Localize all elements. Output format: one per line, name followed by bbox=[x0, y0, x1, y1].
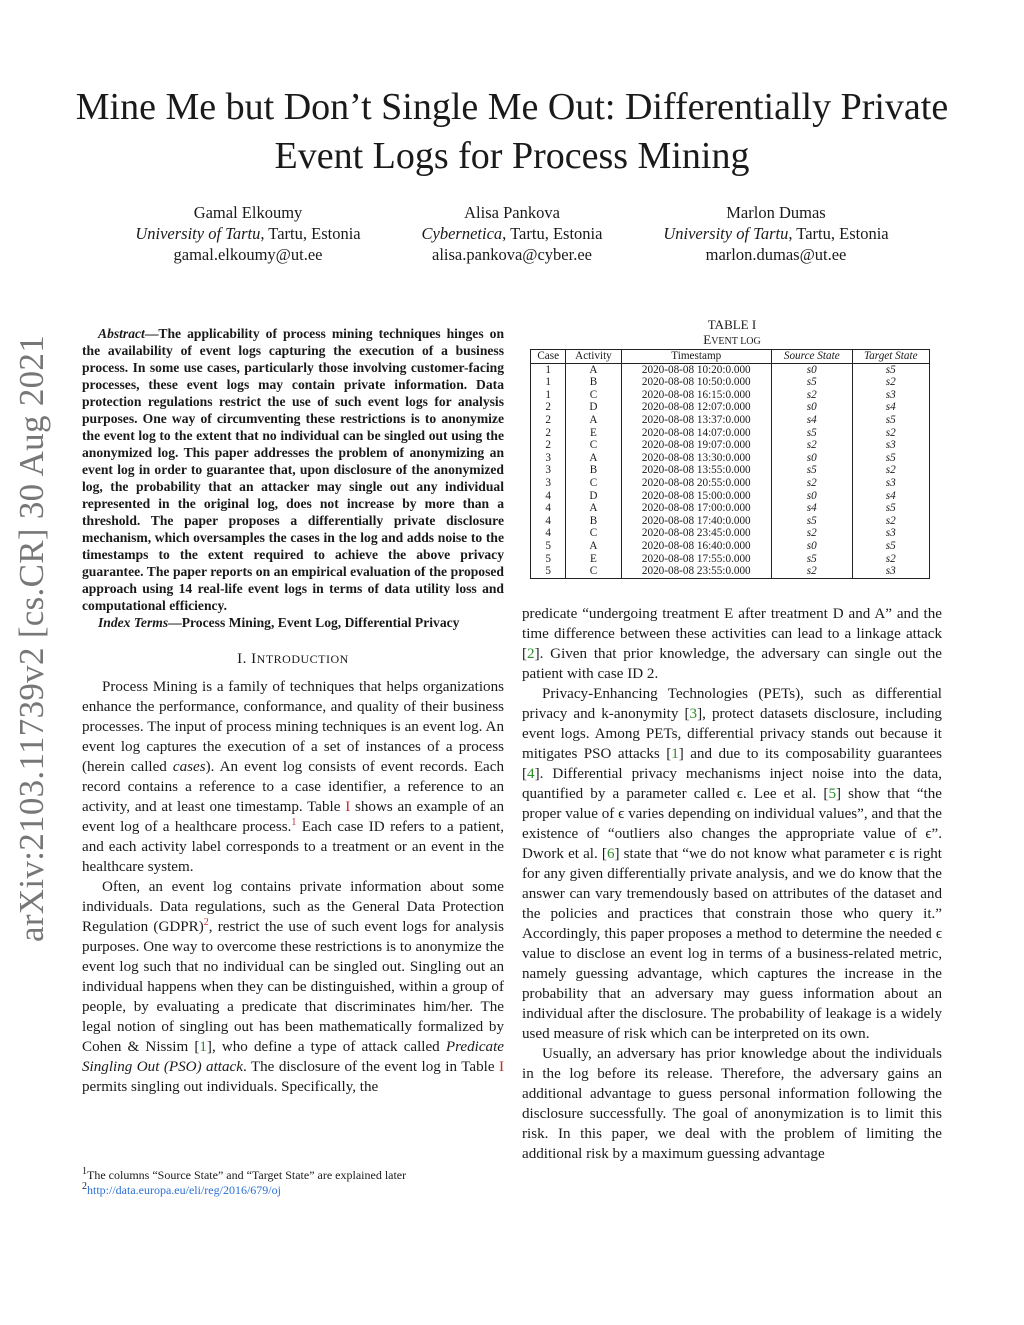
footnote: $^2$http://data.europa.eu/eli/reg/2016/679/oj bbox=[82, 1181, 281, 1197]
table-cell: B bbox=[566, 515, 621, 528]
author-affiliation: University of Tartu, Tartu, Estonia bbox=[663, 224, 889, 243]
table-cell: 2020-08-08 16:40:0.000 bbox=[621, 540, 772, 553]
table-cell: s5 bbox=[852, 452, 930, 465]
citation-link[interactable]: 4 bbox=[527, 766, 535, 782]
table-cell: s4 bbox=[772, 414, 852, 427]
author-email: marlon.dumas@ut.ee bbox=[705, 245, 847, 264]
author-name: Marlon Dumas bbox=[726, 203, 826, 222]
table-cell: s2 bbox=[852, 464, 930, 477]
author-affiliation: Cybernetica, Tartu, Estonia bbox=[421, 224, 603, 243]
table-cell: 1 bbox=[531, 363, 566, 376]
citation-link[interactable]: 1 bbox=[199, 1039, 207, 1055]
table-row bbox=[531, 427, 930, 440]
table-cell: s0 bbox=[772, 401, 852, 414]
table-cell: 1 bbox=[531, 389, 566, 402]
table-cell: 2020-08-08 13:30:0.000 bbox=[621, 452, 772, 465]
footnote-url-link[interactable]: http://data.europa.eu/eli/reg/2016/679/oj bbox=[87, 1183, 281, 1197]
table-row bbox=[531, 527, 930, 540]
table-cell: 3 bbox=[531, 452, 566, 465]
table-row bbox=[531, 464, 930, 477]
citation-link[interactable]: 3 bbox=[689, 706, 698, 722]
paragraph: predicate “undergoing treatment E after treatment D and A” and the time difference between these activities can lead to a linkage attack [2]. Given that prior knowledge, the adversary can single out the patient with case ID 2. bbox=[522, 606, 942, 682]
table-cell: s0 bbox=[772, 490, 852, 503]
table-cell: 2020-08-08 12:07:0.000 bbox=[621, 401, 772, 414]
table-cell: 2020-08-08 14:07:0.000 bbox=[621, 427, 772, 440]
table-cell: s0 bbox=[772, 540, 852, 553]
table-cell: 4 bbox=[531, 490, 566, 503]
citation-link[interactable]: 2 bbox=[527, 646, 535, 662]
table-cell: 3 bbox=[531, 464, 566, 477]
column-header: Activity bbox=[566, 350, 621, 364]
table-row bbox=[531, 515, 930, 528]
table-cell: 2020-08-08 13:37:0.000 bbox=[621, 414, 772, 427]
table-row bbox=[531, 565, 930, 578]
table-cell: 2020-08-08 10:50:0.000 bbox=[621, 376, 772, 389]
table-cell: A bbox=[566, 452, 621, 465]
column-header: Source State bbox=[772, 350, 852, 364]
paragraph: Process Mining is a family of techniques that helps organizations enhance the performance, conformance, and quality of their business processes. The input of process mining techniques is an event log. An event log captures the execution of a set of instances of a process (herein called cases). An event log consists of event records. Each record contains a reference to a case identifier, a reference to an activity, and at least one timestamp. Table I shows an example of an event log of a healthcare process.$^1$ Each case ID refers to a patient, and each activity label corresponds to a treatment or an event in the healthcare system. bbox=[82, 679, 504, 875]
table-cell: s3 bbox=[852, 565, 930, 578]
table-cell: s5 bbox=[852, 363, 930, 376]
table-cell: s5 bbox=[772, 427, 852, 440]
table-cell: 2 bbox=[531, 401, 566, 414]
table-cell: s5 bbox=[852, 414, 930, 427]
table-row bbox=[531, 553, 930, 566]
author-affiliation: University of Tartu, Tartu, Estonia bbox=[135, 224, 361, 243]
table-cell: 2020-08-08 23:45:0.000 bbox=[621, 527, 772, 540]
table-cell: E bbox=[566, 553, 621, 566]
table-cell: s2 bbox=[852, 427, 930, 440]
author-block bbox=[98, 202, 398, 265]
table-row bbox=[531, 376, 930, 389]
citation-link[interactable]: 6 bbox=[606, 846, 615, 862]
paper-title: Mine Me but Don’t Single Me Out: Differentially Private Event Logs for Process Mining bbox=[75, 86, 949, 177]
table-cell: 2020-08-08 23:55:0.000 bbox=[621, 565, 772, 578]
table-cell: 2020-08-08 19:07:0.000 bbox=[621, 439, 772, 452]
footnote-marker[interactable]: 2 bbox=[203, 916, 209, 928]
table-cell: s5 bbox=[852, 540, 930, 553]
table-cell: 4 bbox=[531, 502, 566, 515]
table-cell: s5 bbox=[772, 515, 852, 528]
table-row bbox=[531, 439, 930, 452]
left-column bbox=[82, 325, 504, 1097]
table-cell: s0 bbox=[772, 452, 852, 465]
abstract: Abstract—The applicability of process mining techniques hinges on the availability of event logs capturing the execution of a business process. In some use cases, particularly those involving customer-facing processes, these event logs may contain private information. Data protection regulations restrict the use of such event logs for analysis purposes. One way of circumventing these restrictions is to anonymize the event log to the extent that no individual can be singled out using the anonymized log. This paper addresses the problem of anonymizing an event log in order to guarantee that, upon disclosure of the anonymized log, the probability that an attacker may single out any individual represented in the original log, does not increase by more than a threshold. The paper proposes a differentially private disclosure mechanism, which oversamples the cases in the log and adds noise to the timestamps to the extent required to achieve the above privacy guarantee. The paper reports on an empirical evaluation of the proposed approach using 14 real-life event logs in terms of data utility loss and computational efficiency. bbox=[82, 326, 504, 613]
table-cell: B bbox=[566, 464, 621, 477]
table-cell: s5 bbox=[772, 553, 852, 566]
author-email: alisa.pankova@cyber.ee bbox=[432, 245, 592, 264]
table-caption: TABLE I EVENT LOG bbox=[703, 317, 761, 347]
table-row bbox=[531, 477, 930, 490]
column-header: Case bbox=[531, 350, 566, 364]
table-cell: 2020-08-08 20:55:0.000 bbox=[621, 477, 772, 490]
table-cell: C bbox=[566, 527, 621, 540]
paragraph: Privacy-Enhancing Technologies (PETs), such as differential privacy and k-anonymity [3], protect datasets disclosure, including event logs. Among PETs, differential privacy stands out because it mitigates PSO attacks [1] and due to its composability guarantees [4]. Differential privacy mechanisms inject noise into the data, quantified by a parameter called ϵ. Lee et al. [5] show that “the proper value of ϵ varies depending on individual values”, and that the existence of “outliers also changes the appropriate value of ϵ”. Dwork et al. [6] state that “we do not know what parameter ϵ is right for any given differentially private analysis, and we do know that the answer can vary tremendously based on attributes of the dataset and the policies and practices that constrain those who query it.” Accordingly, this paper proposes a method to determine the needed ϵ value to disclose an event log in terms of a business-related metric, namely guessing advantage, which captures the increase in the probability that an adversary may guess information about an individual after the disclosure. The probability of leakage is a widely used measure of risk which can be interpreted on its own. bbox=[522, 686, 943, 1042]
table-cell: A bbox=[566, 502, 621, 515]
table-header-row bbox=[531, 350, 930, 364]
column-header: Target State bbox=[852, 350, 930, 364]
table-cell: 2020-08-08 10:20:0.000 bbox=[621, 363, 772, 376]
table-cell: 1 bbox=[531, 376, 566, 389]
table-cell: s4 bbox=[772, 502, 852, 515]
table-cell: 2020-08-08 13:55:0.000 bbox=[621, 464, 772, 477]
table-cell: 2 bbox=[531, 427, 566, 440]
arxiv-stamp: arXiv:2103.11739v2 [cs.CR] 30 Aug 2021 bbox=[12, 334, 51, 942]
table-row bbox=[531, 452, 930, 465]
table-cell: s2 bbox=[852, 515, 930, 528]
table-cell: D bbox=[566, 490, 621, 503]
author-block bbox=[362, 202, 662, 265]
table-cell: 2020-08-08 17:00:0.000 bbox=[621, 502, 772, 515]
table-cell: s2 bbox=[772, 527, 852, 540]
table-cell: 2 bbox=[531, 439, 566, 452]
table-cell: s2 bbox=[772, 439, 852, 452]
table-cell: 4 bbox=[531, 515, 566, 528]
table-cell: 2020-08-08 16:15:0.000 bbox=[621, 389, 772, 402]
paragraph: Usually, an adversary has prior knowledge about the individuals in the log before its release. Therefore, the adversary gains an additional advantage to guess personal information following the disclosure successfully. The goal of anonymization is to limit this risk. In this paper, we deal with the problem of limiting the additional risk by a maximum guessing advantage bbox=[522, 1046, 942, 1162]
footnote-marker[interactable]: 1 bbox=[291, 816, 297, 828]
table-cell: s2 bbox=[772, 565, 852, 578]
event-log-table bbox=[530, 349, 930, 579]
author-name: Gamal Elkoumy bbox=[193, 203, 303, 222]
table-row bbox=[531, 401, 930, 414]
table-cell: s3 bbox=[852, 389, 930, 402]
table-cell: 4 bbox=[531, 527, 566, 540]
table-cell: C bbox=[566, 389, 621, 402]
table-cell: 2 bbox=[531, 414, 566, 427]
table-reference-link[interactable]: I bbox=[345, 799, 351, 815]
table-cell: E bbox=[566, 427, 621, 440]
table-cell: s4 bbox=[852, 490, 930, 503]
table-cell: 5 bbox=[531, 540, 566, 553]
footnotes bbox=[82, 1168, 504, 1198]
table-cell: A bbox=[566, 363, 621, 376]
footnote: $^1$The columns “Source State” and “Target State” are explained later bbox=[82, 1166, 407, 1182]
paragraph: Often, an event log contains private information about some individuals. Data regulations, such as the General Data Protection Regulation (GDPR)$^2$, restrict the use of such event logs for analysis purposes. One way to overcome these restrictions is to anonymize the event log such that no individual can be singled out. Singling out an individual happens when they can be distinguished, within a group of people, by evaluating a predicate that discriminates him/her. The legal notion of singling out has been mathematically formalized by Cohen & Nissim [1], who define a type of attack called Predicate Singling Out (PSO) attack. The disclosure of the event log in Table I permits singling out individuals. Specifically, the bbox=[82, 879, 505, 1095]
index-terms: Index Terms—Process Mining, Event Log, Differential Privacy bbox=[98, 615, 460, 630]
table-cell: 3 bbox=[531, 477, 566, 490]
table-row bbox=[531, 363, 930, 376]
citation-link[interactable]: 1 bbox=[671, 746, 679, 762]
table-cell: s3 bbox=[852, 527, 930, 540]
table-cell: A bbox=[566, 414, 621, 427]
table-cell: s5 bbox=[772, 376, 852, 389]
table-cell: 2020-08-08 17:40:0.000 bbox=[621, 515, 772, 528]
table-cell: s2 bbox=[772, 477, 852, 490]
table-cell: s2 bbox=[852, 553, 930, 566]
table-cell: s3 bbox=[852, 477, 930, 490]
table-row bbox=[531, 540, 930, 553]
table-row bbox=[531, 490, 930, 503]
table-row bbox=[531, 389, 930, 402]
table-cell: s5 bbox=[772, 464, 852, 477]
citation-link[interactable]: 5 bbox=[828, 786, 836, 802]
table-cell: 2020-08-08 17:55:0.000 bbox=[621, 553, 772, 566]
table-cell: s2 bbox=[772, 389, 852, 402]
author-name: Alisa Pankova bbox=[464, 203, 560, 222]
table-cell: A bbox=[566, 540, 621, 553]
table-cell: C bbox=[566, 477, 621, 490]
table-cell: 5 bbox=[531, 565, 566, 578]
table-cell: D bbox=[566, 401, 621, 414]
right-column bbox=[522, 604, 942, 1164]
table-cell: 2020-08-08 15:00:0.000 bbox=[621, 490, 772, 503]
author-block bbox=[626, 202, 926, 265]
table-cell: s2 bbox=[852, 376, 930, 389]
table-reference-link[interactable]: I bbox=[498, 1059, 505, 1075]
table-cell: B bbox=[566, 376, 621, 389]
table-cell: C bbox=[566, 565, 621, 578]
table-cell: s4 bbox=[852, 401, 930, 414]
section-heading: I. INTRODUCTION bbox=[237, 651, 349, 667]
table-cell: s3 bbox=[852, 439, 930, 452]
author-email: gamal.elkoumy@ut.ee bbox=[173, 245, 323, 264]
table-cell: s0 bbox=[772, 363, 852, 376]
table-row bbox=[531, 414, 930, 427]
table-cell: 5 bbox=[531, 553, 566, 566]
table-cell: C bbox=[566, 439, 621, 452]
table-row bbox=[531, 502, 930, 515]
column-header: Timestamp bbox=[621, 350, 772, 364]
table-cell: s5 bbox=[852, 502, 930, 515]
